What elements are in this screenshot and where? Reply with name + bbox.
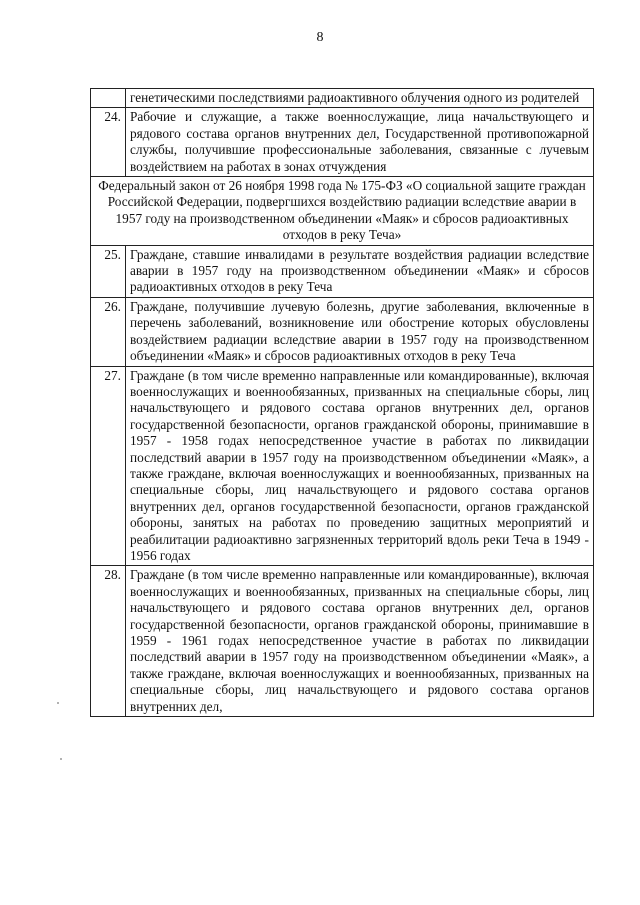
table-body [91, 89, 594, 717]
row-number: 28. [91, 566, 126, 717]
row-number: 26. [91, 297, 126, 366]
table-row [91, 245, 594, 297]
table-row [91, 366, 594, 566]
row-number: 24. [91, 108, 126, 177]
page-number: 8 [316, 30, 324, 45]
beneficiary-category-table [90, 88, 594, 717]
row-text: Граждане, получившие лучевую болезнь, другие заболевания, включенные в перечень заболеваний, возникновение или обострение которых обусловлены воздействием радиации вследствие аварии в 1957 году на производственном объединении «Маяк» и сбросов радиоактивных отходов в реку Теча [126, 297, 594, 366]
row-number [91, 89, 126, 108]
scan-artifact-dot [60, 758, 62, 760]
table-row [91, 89, 594, 108]
row-number: 27. [91, 366, 126, 566]
row-text: Граждане, ставшие инвалидами в результате воздействия радиации вследствие аварии в 1957 году на производственном объединении «Маяк» и сбросов радиоактивных отходов в реку Теча [126, 245, 594, 297]
table-row [91, 108, 594, 177]
row-text: Граждане (в том числе временно направленные или командированные), включая военнослужащих и военнообязанных, призванных на специальные сборы, лиц начальствующего и рядового состава органов внутренних дел, органов государственной безопасности, органов гражданской обороны, принимавшие в 1959 - 1961 годах непосредственное участие в работах по ликвидации последствий аварии в 1957 году на производственном объединении «Маяк», а также граждане, включая военнослужащих и военнообязанных, призванных на специальные сборы, лиц начальствующего и рядового состава органов внутренних дел, [126, 566, 594, 717]
table-row [91, 297, 594, 366]
row-number: 25. [91, 245, 126, 297]
law-heading: Федеральный закон от 26 ноября 1998 года № 175-ФЗ «О социальной защите граждан Российской Федерации, подвергшихся воздействию радиации вследствие аварии в 1957 году на производственном объединении «Маяк» и сбросов радиоактивных отходов в реку Теча» [91, 177, 594, 246]
law-heading-row [91, 177, 594, 246]
row-text: Рабочие и служащие, а также военнослужащие, лица начальствующего и рядового состава органов внутренних дел, Государственной противопожарной службы, получившие профессиональные заболевания, связанные с лучевым воздействием на работах в зонах отчуждения [126, 108, 594, 177]
scan-artifact-dot [57, 702, 59, 704]
row-text: генетическими последствиями радиоактивного облучения одного из родителей [126, 89, 594, 108]
row-text: Граждане (в том числе временно направленные или командированные), включая военнослужащих и военнообязанных, призванных на специальные сборы, лиц начальствующего и рядового состава органов внутренних дел, органов государственной безопасности, органов гражданской обороны, принимавшие в 1957 - 1958 годах непосредственное участие в работах по ликвидации последствий аварии в 1957 году на производственном объединении «Маяк», а также граждане, включая военнослужащих и военнообязанных, призванных на специальные сборы, лиц начальствующего и рядового состава органов внутренних дел, органов государственной безопасности, органов гражданской обороны, занятых на работах по проведению защитных мероприятий и реабилитации радиоактивно загрязненных территорий вдоль реки Теча в 1949 - 1956 годах [126, 366, 594, 566]
table-row [91, 566, 594, 717]
